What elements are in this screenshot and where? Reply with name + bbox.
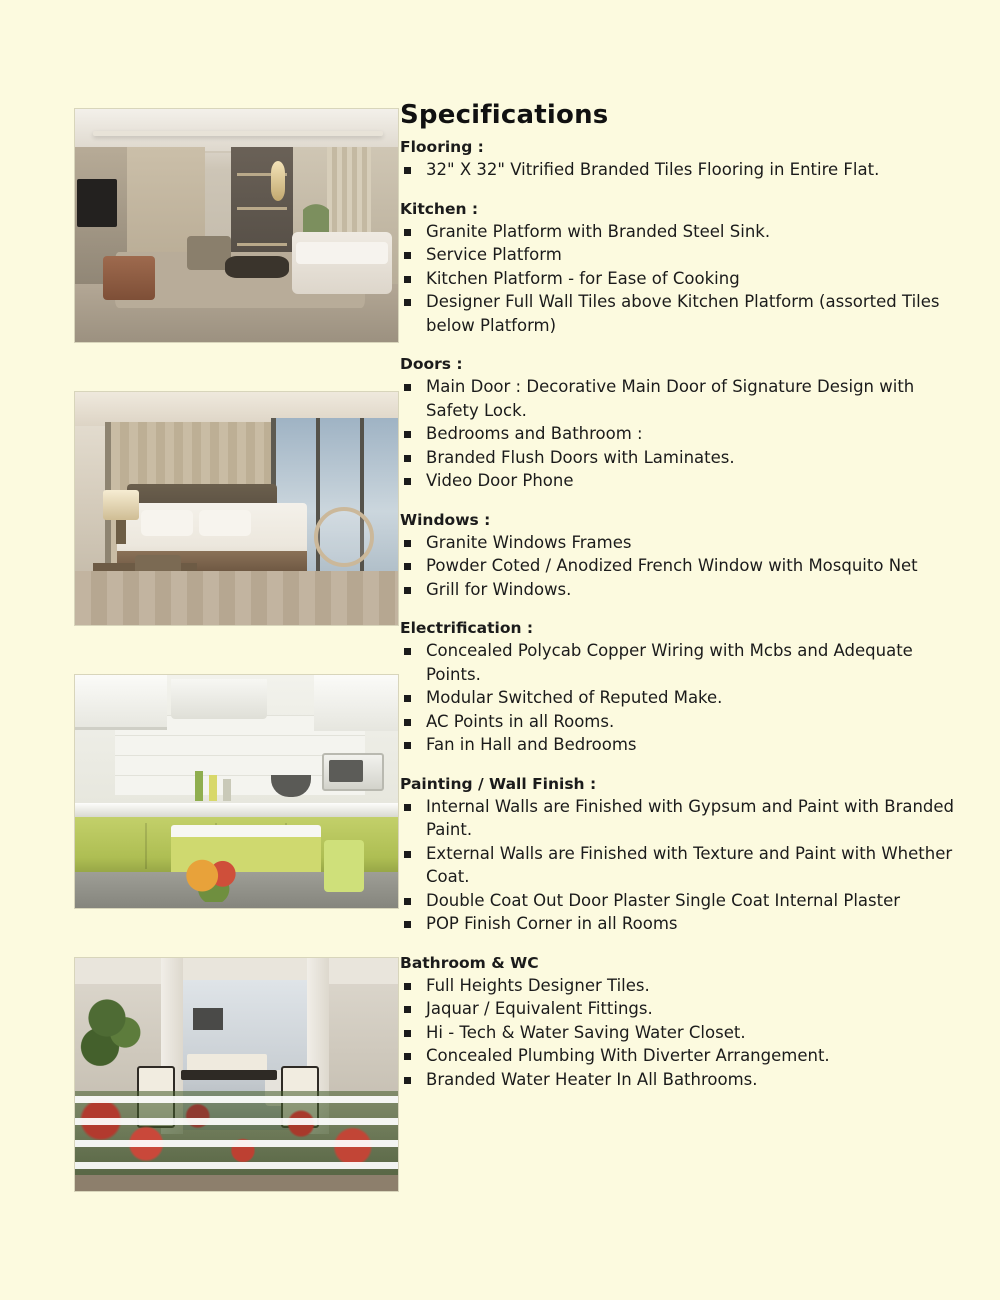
square-bullet-icon [404, 1030, 411, 1037]
spec-item-text: Fan in Hall and Bedrooms [426, 735, 637, 754]
bedroom-photo [74, 391, 399, 626]
square-bullet-icon [404, 229, 411, 236]
spec-group-heading: Doors : [400, 355, 463, 373]
spec-item [400, 795, 960, 842]
ceiling-light-cove [93, 131, 383, 136]
television [77, 179, 117, 227]
spec-item-text: POP Finish Corner in all Rooms [426, 914, 678, 933]
television [193, 1008, 223, 1030]
spec-item-list [400, 375, 960, 493]
spec-item [400, 290, 960, 337]
table-lamp-base [116, 520, 126, 544]
spec-item-text: Service Platform [426, 245, 562, 264]
upper-cabinet-right [314, 675, 398, 731]
square-bullet-icon [404, 1006, 411, 1013]
spec-item [400, 158, 960, 182]
spec-item [400, 710, 960, 734]
spec-group [400, 619, 960, 757]
spec-item-list [400, 639, 960, 757]
spec-item-text: Hi - Tech & Water Saving Water Closet. [426, 1022, 746, 1042]
spec-group [400, 355, 960, 493]
wooden-floor [75, 571, 398, 625]
square-bullet-icon [404, 898, 411, 905]
sofa [292, 232, 392, 294]
spec-item [400, 1021, 960, 1045]
spec-item [400, 375, 960, 422]
specifications-section [400, 0, 1000, 1300]
spec-item-text: Kitchen Platform - for Ease of Cooking [426, 268, 740, 288]
spec-item [400, 531, 960, 555]
square-bullet-icon [404, 921, 411, 928]
spec-item [400, 220, 960, 244]
square-bullet-icon [404, 299, 411, 306]
square-bullet-icon [404, 587, 411, 594]
spec-item-text: Video Door Phone [426, 471, 574, 490]
square-bullet-icon [404, 455, 411, 462]
spec-item-text: Granite Platform with Branded Steel Sink. [426, 221, 771, 241]
spec-item [400, 842, 960, 889]
potted-plant [79, 994, 149, 1074]
square-bullet-icon [404, 252, 411, 259]
spec-item-text: Full Heights Designer Tiles. [426, 975, 650, 995]
spec-group-heading: Flooring : [400, 138, 484, 156]
photo-gallery [0, 0, 400, 1300]
square-bullet-icon [404, 563, 411, 570]
square-bullet-icon [404, 1053, 411, 1060]
spec-item-text: Concealed Plumbing With Diverter Arrangement. [426, 1046, 830, 1065]
spec-group-heading: Painting / Wall Finish : [400, 774, 597, 793]
spec-item [400, 733, 960, 757]
balcony-floor [75, 1175, 398, 1191]
spec-group-heading: Windows : [400, 510, 491, 529]
square-bullet-icon [404, 384, 411, 391]
spec-item [400, 889, 960, 913]
square-bullet-icon [404, 540, 411, 547]
spec-item-text: Internal Walls are Finished with Gypsum and Paint with Branded Paint. [426, 796, 955, 839]
square-bullet-icon [404, 742, 411, 749]
pendant-lamp [271, 161, 285, 201]
chimney-hood [171, 679, 267, 719]
coffee-table [225, 256, 289, 278]
living-room-photo [74, 108, 399, 343]
spec-item-text: Bedrooms and Bathroom : [426, 424, 643, 443]
spec-item [400, 1068, 960, 1092]
square-bullet-icon [404, 167, 411, 174]
pillow [141, 510, 193, 536]
square-bullet-icon [404, 719, 411, 726]
spec-item-text: Powder Coted / Anodized French Window with Mosquito Net [426, 556, 918, 575]
spec-item [400, 912, 960, 936]
spec-item-text: Branded Flush Doors with Laminates. [426, 447, 735, 467]
spec-item-text: Jaquar / Equivalent Fittings. [426, 999, 653, 1018]
spec-item-text: Granite Windows Frames [426, 532, 632, 552]
spec-item-list [400, 220, 960, 338]
spec-item-text: Modular Switched of Reputed Make. [426, 688, 723, 707]
spec-group-heading: Kitchen : [400, 199, 479, 218]
bar-stool [324, 840, 364, 892]
dining-table [181, 1070, 277, 1080]
spec-item-text: Concealed Polycab Copper Wiring with Mcbs and Adequate Points. [426, 641, 913, 684]
square-bullet-icon [404, 1077, 411, 1084]
table-lamp-shade [103, 490, 139, 520]
spec-group-heading: Electrification : [400, 619, 534, 637]
square-bullet-icon [404, 695, 411, 702]
spec-item-text: Main Door : Decorative Main Door of Signature Design with Safety Lock. [426, 377, 915, 420]
kitchen-photo [74, 674, 399, 909]
spec-group [400, 775, 960, 936]
rattan-chair [314, 507, 374, 567]
spec-item [400, 554, 960, 578]
spec-group [400, 200, 960, 338]
spec-item-text: Double Coat Out Door Plaster Single Coat Internal Plaster [426, 890, 901, 910]
spec-item-text: Grill for Windows. [426, 579, 572, 599]
square-bullet-icon [404, 804, 411, 811]
square-bullet-icon [404, 851, 411, 858]
pillow [199, 510, 251, 536]
spec-item [400, 446, 960, 470]
page-title: Specifications [400, 100, 609, 130]
square-bullet-icon [404, 431, 411, 438]
spec-item-text: 32" X 32" Vitrified Branded Tiles Flooring in Entire Flat. [426, 160, 880, 179]
spec-item [400, 469, 960, 493]
vegetables [183, 858, 247, 902]
spec-group-heading: Bathroom & WC [400, 953, 539, 972]
spec-item [400, 639, 960, 686]
spec-item [400, 997, 960, 1021]
spec-item-list [400, 974, 960, 1092]
bottles [195, 771, 245, 801]
ottoman [103, 256, 155, 300]
microwave [322, 753, 384, 791]
upper-cabinet-left [75, 675, 167, 730]
spec-item-list [400, 158, 960, 182]
spec-item-list [400, 531, 960, 602]
spec-item-list [400, 795, 960, 936]
spec-group [400, 954, 960, 1092]
spec-item [400, 686, 960, 710]
spec-item [400, 578, 960, 602]
spec-item [400, 1044, 960, 1068]
specification-groups [400, 138, 960, 1091]
square-bullet-icon [404, 276, 411, 283]
granite-platform [75, 803, 398, 817]
spec-group [400, 511, 960, 602]
spec-item-text: Branded Water Heater In All Bathrooms. [426, 1069, 758, 1089]
square-bullet-icon [404, 478, 411, 485]
balcony-photo [74, 957, 399, 1192]
spec-item-text: Designer Full Wall Tiles above Kitchen Platform (assorted Tiles below Platform) [426, 292, 940, 335]
spec-item [400, 422, 960, 446]
square-bullet-icon [404, 983, 411, 990]
spec-item-text: AC Points in all Rooms. [426, 711, 615, 731]
spec-item [400, 243, 960, 267]
spec-item-text: External Walls are Finished with Texture and Paint with Whether Coat. [426, 843, 953, 886]
square-bullet-icon [404, 648, 411, 655]
spec-item [400, 974, 960, 998]
spec-group [400, 138, 960, 182]
spec-item [400, 267, 960, 291]
